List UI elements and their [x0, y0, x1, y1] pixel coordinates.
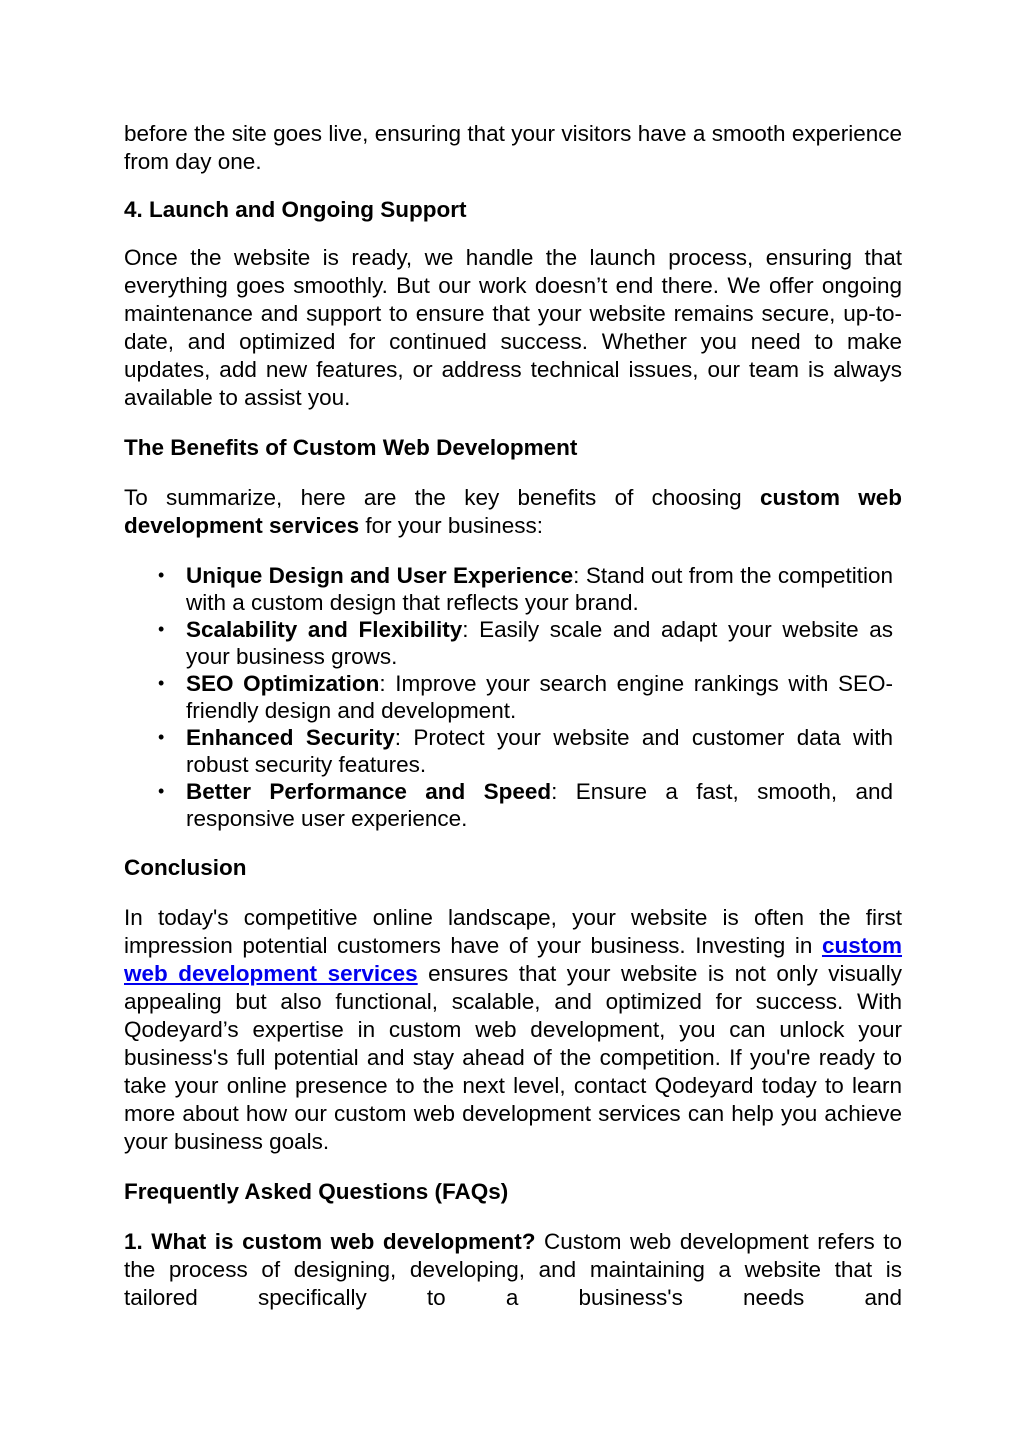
benefit-title: SEO Optimization: [186, 671, 380, 696]
benefit-text: : Stand out from the competition with a custom design that reflects your brand.: [186, 563, 893, 615]
benefit-text: : Ensure a fast, smooth, and responsive user experience.: [186, 779, 894, 831]
launch-paragraph: Once the website is ready, we handle the launch process, ensuring that everything goes smoothly. But our work doesn’t end there. We offer ongoing maintenance and support to ensure that your website remains secure, up-to-date, and optimized for continued success. Whether you need to make updates, add new features, or address technical issues, our team is always available to assist you.: [124, 245, 902, 410]
conclusion-text-continued: ensures that your website is not only visually appealing but also functional, scalable, and optimized for success. With Qodeyard’s expertise in custom web development, you can unlock your business's full potential and stay ahead of the competition. If you're ready to take your online presence to the next level, contact Qodeyard today to learn more about how our custom web development services can help you achieve your business goals.: [124, 961, 902, 1154]
benefits-intro-paragraph: [124, 484, 902, 540]
faq-answer: Custom web development refers to the process of designing, developing, and maintaining a website that is tailored specifically to a business's needs and: [124, 1229, 902, 1310]
benefit-text: : Improve your search engine rankings with SEO-friendly design and development.: [186, 671, 893, 723]
faq-item-1: [124, 1228, 902, 1312]
intro-tail-paragraph: before the site goes live, ensuring that your visitors have a smooth experience from day one.: [124, 121, 902, 174]
faq-question: 1. What is custom web development?: [124, 1229, 536, 1254]
page-content: [124, 120, 902, 1312]
list-item: [124, 562, 893, 616]
conclusion-text: In today's competitive online landscape, your website is often the first impression potential customers have of your business. Investing in: [124, 905, 902, 958]
custom-web-development-link[interactable]: custom web development services: [124, 933, 902, 986]
benefit-text: : Protect your website and customer data with robust security features.: [186, 725, 893, 777]
bullet-icon: •: [158, 673, 165, 693]
bullet-icon: •: [158, 781, 165, 801]
bullet-icon: •: [158, 727, 165, 747]
benefit-title: Better Performance and Speed: [186, 779, 552, 804]
benefit-title: Scalability and Flexibility: [186, 617, 463, 642]
bullet-icon: •: [158, 619, 165, 639]
benefits-intro-text: To summarize, here are the key benefits of choosing: [124, 485, 760, 510]
list-item: [124, 616, 893, 670]
list-item: [124, 724, 893, 778]
conclusion-heading: Conclusion: [124, 855, 247, 880]
faq-heading: Frequently Asked Questions (FAQs): [124, 1179, 509, 1204]
list-item: [124, 778, 893, 832]
benefit-title: Unique Design and User Experience: [186, 563, 574, 588]
benefit-title: Enhanced Security: [186, 725, 395, 750]
benefit-text: : Easily scale and adapt your website as your business grows.: [186, 617, 893, 669]
benefits-intro-suffix: for your business:: [359, 513, 543, 538]
benefits-list: [124, 562, 902, 832]
list-item: [124, 670, 893, 724]
launch-heading: 4. Launch and Ongoing Support: [124, 197, 467, 222]
benefits-heading: The Benefits of Custom Web Development: [124, 435, 578, 460]
benefits-intro-bold: custom web development services: [124, 485, 902, 538]
bullet-icon: •: [158, 565, 165, 585]
conclusion-paragraph: [124, 904, 902, 1156]
